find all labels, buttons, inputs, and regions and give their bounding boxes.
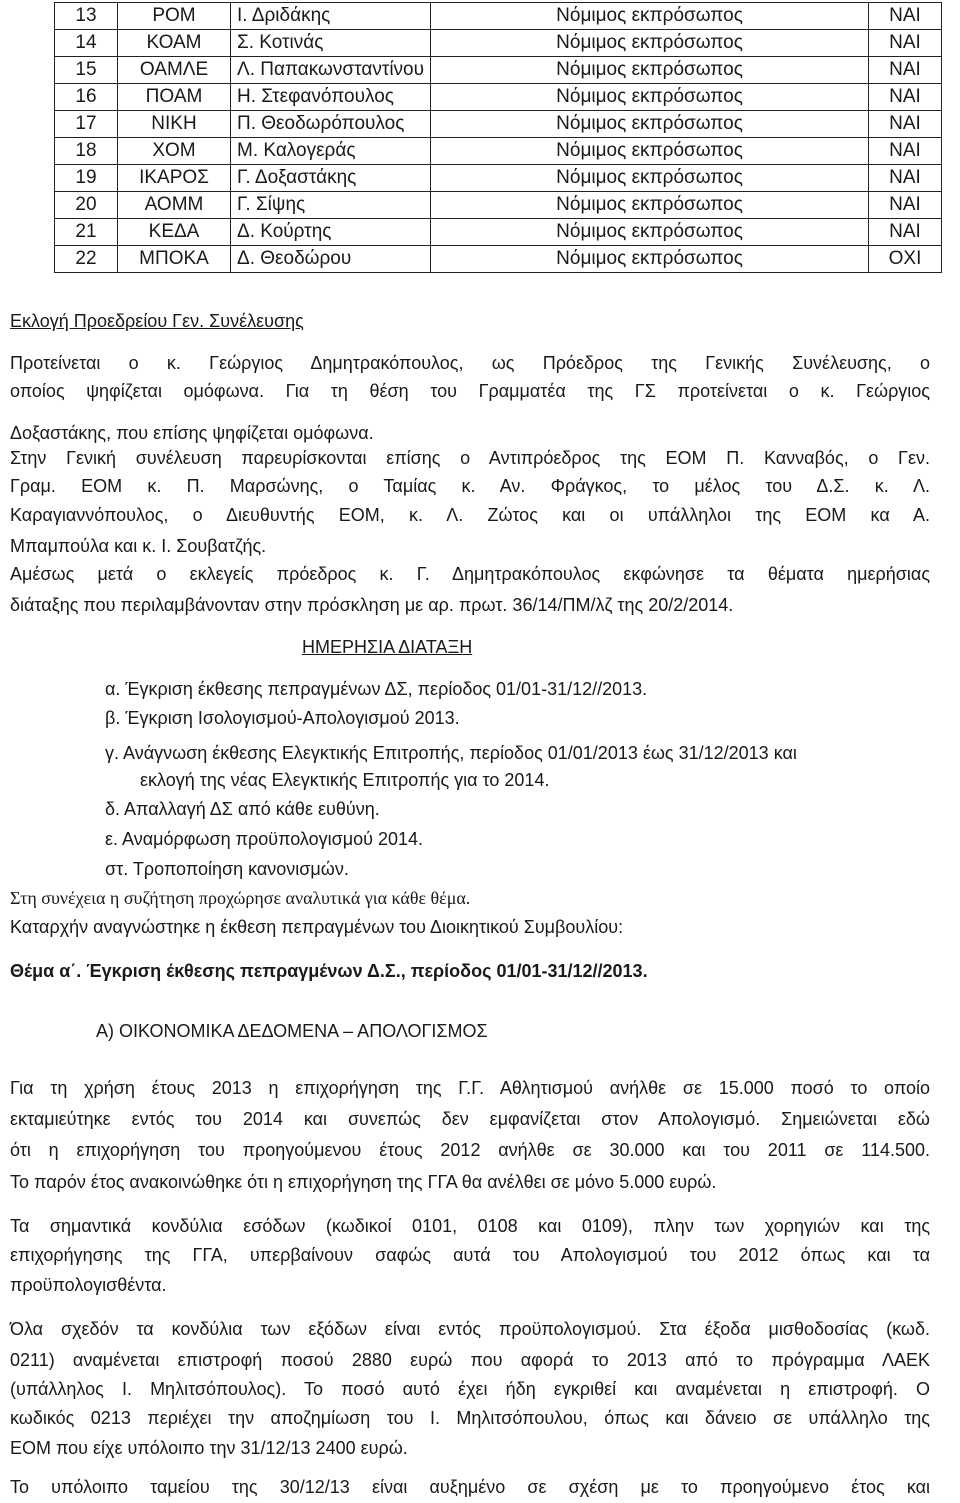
rep-organization: ΚΕΔΑ [118, 219, 231, 246]
para1-line-4: Γραμ. ΕΟΜ κ. Π. Μαρσώνης, ο Ταμίας κ. Αν. Φράγκος, το μέλος του Δ.Σ. κ. Λ. [10, 476, 930, 496]
discussion-line: Στη συνέχεια η συζήτηση προχώρησε αναλυτικά για κάθε θέμα. [10, 888, 471, 908]
para3-line-2: προϋπολογισθέντα. [10, 1275, 167, 1295]
para4-line-2: (υπάλληλος Ι. Μηλιτσόπουλος). Το ποσό αυτό έχει ήδη εγκριθεί και αναμένεται η επιστροφή. Ο [10, 1379, 930, 1399]
table-row [55, 219, 942, 246]
topic-title: Θέμα α΄. Έγκριση έκθεσης πεπραγμένων Δ.Σ., περίοδος 01/01-31/12//2013. [10, 961, 648, 981]
rep-name: Ι. Δριδάκης [231, 3, 431, 30]
rep-role: Νόμιμος εκπρόσωπος [431, 111, 869, 138]
report-line: Καταρχήν αναγνώστηκε η έκθεση πεπραγμένων του Διοικητικού Συμβουλίου: [10, 917, 624, 937]
rep-organization: ΝΙΚΗ [118, 111, 231, 138]
rep-vote: ΝΑΙ [869, 219, 942, 246]
rep-organization: ΜΠΟΚΑ [118, 246, 231, 273]
agenda-item-e: ε. Αναμόρφωση προϋπολογισμού 2014. [105, 829, 424, 849]
rep-role: Νόμιμος εκπρόσωπος [431, 138, 869, 165]
para1-line-1: οποίος ψηφίζεται ομόφωνα. Για τη θέση του Γραμματέα της ΓΣ προτείνεται ο κ. Γεώργιος [10, 381, 930, 401]
table-row [55, 30, 942, 57]
table-row [55, 246, 942, 273]
para1-line-2: Δοξαστάκης, που επίσης ψηφίζεται ομόφωνα. [10, 423, 374, 443]
table-row [55, 3, 942, 30]
table-row [55, 138, 942, 165]
para3-line-1: επιχορήγησης της ΓΓΑ, υπερβαίνουν σαφώς αυτά του Απολογισμού του 2012 όπως και τα [10, 1245, 930, 1265]
rep-vote: ΝΑΙ [869, 111, 942, 138]
rep-role: Νόμιμος εκπρόσωπος [431, 57, 869, 84]
para1-line-6: Μπαμπούλα και κ. Ι. Σουβατζής. [10, 536, 267, 556]
rep-name: Γ. Δοξαστάκης [231, 165, 431, 192]
rep-vote: ΝΑΙ [869, 84, 942, 111]
para4-line-4: ΕΟΜ που είχε υπόλοιπο την 31/12/13 2400 ευρώ. [10, 1438, 408, 1458]
agenda-item-c: γ. Ανάγνωση έκθεσης Ελεγκτικής Επιτροπής, περίοδος 01/01/2013 έως 31/12/2013 και [105, 743, 797, 763]
rep-name: Δ. Θεοδώρου [231, 246, 431, 273]
para1-line-8: διάταξης που περιλαμβάνονταν στην πρόσκληση με αρ. πρωτ. 36/14/ΠΜ/λζ της 20/2/2014. [10, 595, 734, 615]
representatives-table [54, 2, 942, 273]
rep-role: Νόμιμος εκπρόσωπος [431, 3, 869, 30]
rep-number: 20 [55, 192, 118, 219]
para1-line-3: Στην Γενική συνέλευση παρευρίσκονται επίσης ο Αντιπρόεδρος της ΕΟΜ Π. Κανναβός, ο Γεν. [10, 448, 930, 468]
rep-organization: ΙΚΑΡΟΣ [118, 165, 231, 192]
table-row [55, 192, 942, 219]
table-row [55, 111, 942, 138]
rep-vote: ΝΑΙ [869, 192, 942, 219]
table-row [55, 84, 942, 111]
table-row [55, 57, 942, 84]
agenda-item-d: δ. Απαλλαγή ΔΣ από κάθε ευθύνη. [105, 799, 380, 819]
rep-name: Η. Στεφανόπουλος [231, 84, 431, 111]
rep-vote: ΝΑΙ [869, 138, 942, 165]
rep-number: 15 [55, 57, 118, 84]
rep-vote: ΝΑΙ [869, 57, 942, 84]
rep-role: Νόμιμος εκπρόσωπος [431, 246, 869, 273]
para1-line-5: Καραγιαννόπουλος, ο Διευθυντής ΕΟΜ, κ. Λ. Ζώτος και οι υπάλληλοι της ΕΟΜ κα Α. [10, 505, 930, 525]
rep-vote: ΝΑΙ [869, 3, 942, 30]
rep-organization: ΚΟΑΜ [118, 30, 231, 57]
rep-organization: ΡΟΜ [118, 3, 231, 30]
agenda-title: ΗΜΕΡΗΣΙΑ ΔΙΑΤΑΞΗ [302, 637, 473, 657]
agenda-item-st: στ. Τροποποίηση κανονισμών. [105, 859, 349, 879]
para3-line-0: Τα σημαντικά κονδύλια εσόδων (κωδικοί 0101, 0108 και 0109), πλην των χορηγιών και της [10, 1216, 930, 1236]
rep-name: Π. Θεοδωρόπουλος [231, 111, 431, 138]
para1-line-7: Αμέσως μετά ο εκλεγείς πρόεδρος κ. Γ. Δημητρακόπουλος εκφώνησε τα θέματα ημερήσιας [10, 564, 930, 584]
para2-line-2: ότι η επιχορήγηση του προηγούμενου έτους 2012 ανήλθε σε 30.000 και του 2011 σε 114.500. [10, 1140, 930, 1160]
rep-number: 16 [55, 84, 118, 111]
para2-line-3: Το παρόν έτος ανακοινώθηκε ότι η επιχορήγηση της ΓΓΑ θα ανέλθει σε μόνο 5.000 ευρώ. [10, 1172, 717, 1192]
rep-number: 14 [55, 30, 118, 57]
table-row [55, 165, 942, 192]
rep-vote: ΟΧΙ [869, 246, 942, 273]
para4-line-1: 0211) αναμένεται επιστροφή ποσού 2880 ευρώ που αφορά το 2013 από το πρόγραμμα ΛΑΕΚ [10, 1350, 930, 1370]
rep-name: Λ. Παπακωνσταντίνου [231, 57, 431, 84]
rep-number: 17 [55, 111, 118, 138]
rep-name: Μ. Καλογεράς [231, 138, 431, 165]
rep-vote: ΝΑΙ [869, 30, 942, 57]
rep-number: 19 [55, 165, 118, 192]
rep-number: 21 [55, 219, 118, 246]
section-title: Εκλογή Προεδρείου Γεν. Συνέλευσης [10, 311, 304, 331]
rep-number: 18 [55, 138, 118, 165]
para4-line-3: κωδικός 0213 περιέχει την αποζημίωση του Ι. Μηλιτσόπουλου, όπως και δάνειο σε υπάλληλο της [10, 1408, 930, 1428]
para1-line-0: Προτείνεται ο κ. Γεώργιος Δημητρακόπουλος, ως Πρόεδρος της Γενικής Συνέλευσης, ο [10, 353, 930, 373]
rep-name: Σ. Κοτινάς [231, 30, 431, 57]
rep-role: Νόμιμος εκπρόσωπος [431, 30, 869, 57]
para2-line-0: Για τη χρήση έτους 2013 η επιχορήγηση της Γ.Γ. Αθλητισμού ανήλθε σε 15.000 ποσό το οποίο [10, 1078, 930, 1098]
rep-organization: ΑΟΜΜ [118, 192, 231, 219]
para2-line-1: εκταμιεύτηκε εντός του 2014 και συνεπώς δεν εμφανίζεται στον Απολογισμό. Σημειώνεται εδώ [10, 1109, 930, 1129]
rep-role: Νόμιμος εκπρόσωπος [431, 192, 869, 219]
rep-organization: ΟΑΜΛΕ [118, 57, 231, 84]
financial-heading: Α) ΟΙΚΟΝΟΜΙΚΑ ΔΕΔΟΜΕΝΑ – ΑΠΟΛΟΓΙΣΜΟΣ [96, 1021, 488, 1041]
rep-name: Γ. Σίψης [231, 192, 431, 219]
rep-role: Νόμιμος εκπρόσωπος [431, 165, 869, 192]
rep-vote: ΝΑΙ [869, 165, 942, 192]
rep-number: 22 [55, 246, 118, 273]
rep-role: Νόμιμος εκπρόσωπος [431, 219, 869, 246]
para4-line-0: Όλα σχεδόν τα κονδύλια των εξόδων είναι εντός προϋπολογισμού. Στα έξοδα μισθοδοσίας (κωδ. [10, 1319, 930, 1339]
agenda-item-a: α. Έγκριση έκθεσης πεπραγμένων ΔΣ, περίοδος 01/01-31/12//2013. [105, 679, 648, 699]
rep-name: Δ. Κούρτης [231, 219, 431, 246]
rep-organization: ΧΟΜ [118, 138, 231, 165]
rep-number: 13 [55, 3, 118, 30]
rep-role: Νόμιμος εκπρόσωπος [431, 84, 869, 111]
rep-organization: ΠΟΑΜ [118, 84, 231, 111]
agenda-item-c-cont: εκλογή της νέας Ελεγκτικής Επιτροπής για το 2014. [140, 770, 550, 790]
para5-line-0: Το υπόλοιπο ταμείου της 30/12/13 είναι αυξημένο σε σχέση με το προηγούμενο έτος και [10, 1477, 930, 1497]
agenda-item-b: β. Έγκριση Ισολογισμού-Απολογισμού 2013. [105, 708, 460, 728]
